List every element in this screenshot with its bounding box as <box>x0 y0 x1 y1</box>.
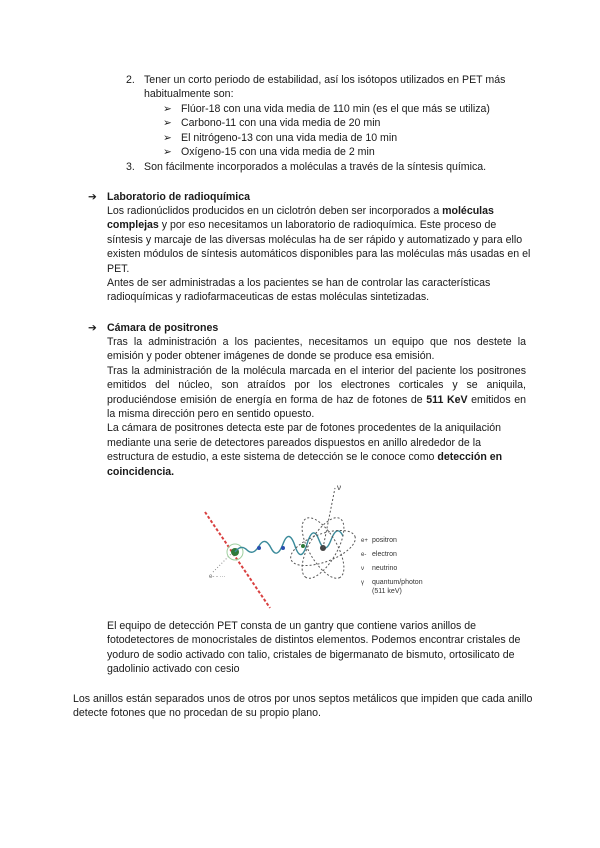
camara-text <box>107 335 526 479</box>
positron-dot <box>301 544 305 548</box>
neutrino-label: ν <box>337 483 341 492</box>
sub-list-item: ➢ Oxígeno-15 con una vida media de 2 min <box>163 146 375 159</box>
equipo-paragraph: El equipo de detección PET consta de un gantry que contiene varios anillos de fotodetectores de monocristales de distintos elementos. Podemos encontrar cristales de yoduro de sodio activado con talio, cristales de bigermanato de bismuto, ortosilicato de gadolinio activado con cesio <box>107 620 521 676</box>
list-item-2-line1: Tener un corto periodo de estabilidad, así los isótopos utilizados en PET más <box>144 74 506 86</box>
legend-electron: electron <box>372 551 397 558</box>
legend-photon: quantum/photon <box>372 579 423 586</box>
electron-dot <box>281 546 285 550</box>
sub-list-item: ➢ Carbono-11 con una vida media de 20 min <box>163 117 381 130</box>
legend-positron: positron <box>372 537 397 544</box>
section-arrow-icon: ➔ <box>88 322 97 334</box>
camara-paragraph-2: Tras la administración de la molécula marcada en el interior del paciente los positrones emitidos del núcleo, son atraídos por los electrones corticales y se aniquila, produciéndose emisión de energía en forma de haz de fotones de 511 KeV emitidos en la misma dirección pero en sentido opuesto. <box>107 364 526 421</box>
legend-photon-energy: (511 keV) <box>372 588 402 595</box>
bullet-arrow-icon: ➢ <box>163 117 172 130</box>
neutrino-ray <box>323 488 335 548</box>
electron-dot <box>257 546 261 550</box>
list-number-3: 3. <box>126 161 135 173</box>
camara-paragraph-1: Tras la administración a los pacientes, necesitamos un equipo que nos destete la emisión y poder obtener imágenes de donde se produce esa emisión. <box>107 336 526 363</box>
list-item-2 <box>144 73 544 102</box>
legend-symbol-neutrino: ν <box>361 566 364 572</box>
legend-symbol-positron: e+ <box>361 538 368 544</box>
anillos-paragraph: Los anillos están separados unos de otros por unos septos metálicos que impiden que cada anillo detecte fotones que no procedan de su propio plano. <box>73 693 533 720</box>
lab-paragraph-1: Los radionúclidos producidos en un ciclotrón deben ser incorporados a moléculas complejas y por eso necesitamos un laboratorio de radioquímica. Este proceso de síntesis y marcaje de las diversas moléculas ha de ser rápido y automatizado y para ello existen módulos de síntesis automáticos disponibles para las moléculas más usadas en el PET. <box>107 205 531 275</box>
camara-paragraph-3: La cámara de positrones detecta este par de fotones procedentes de la aniquilación mediante una serie de detectores pareados dispuestos en anillo alrededor de la estructura de estudio, a este sistema de detección se le conoce como detección en coincidencia. <box>107 422 503 478</box>
list-number-2: 2. <box>126 74 135 86</box>
list-item-2-line2: habitualmente son: <box>144 88 234 101</box>
figure-legend <box>361 537 423 595</box>
positron-path <box>235 531 343 555</box>
lab-paragraph-2: Antes de ser administradas a los pacientes se han de controlar las características radioquímicas y radiofarmaceuticas de estas moléculas sintetizadas. <box>107 277 491 304</box>
section-arrow-icon: ➔ <box>88 191 97 203</box>
bullet-arrow-icon: ➢ <box>163 131 172 144</box>
section-heading-camara: Cámara de positrones <box>107 322 219 334</box>
sub-list-item: ➢ Flúor-18 con una vida media de 110 min (es el que más se utiliza) <box>163 103 490 115</box>
bullet-arrow-icon: ➢ <box>163 103 172 115</box>
legend-symbol-electron: e- <box>361 552 367 558</box>
bullet-arrow-icon: ➢ <box>163 146 172 159</box>
annihilation-figure <box>195 480 435 610</box>
legend-neutrino: neutrino <box>372 565 398 572</box>
lab-text <box>107 204 532 305</box>
section-heading-laboratorio: Laboratorio de radioquímica <box>107 191 251 203</box>
electron-left-label: e- - ··· <box>209 574 226 580</box>
legend-symbol-photon: γ <box>361 580 364 586</box>
sub-list-item: ➢ El nitrógeno-13 con una vida media de 10 min <box>163 131 398 144</box>
sub-list <box>163 102 490 160</box>
list-item-3: Son fácilmente incorporados a moléculas a través de la síntesis química. <box>144 161 487 173</box>
